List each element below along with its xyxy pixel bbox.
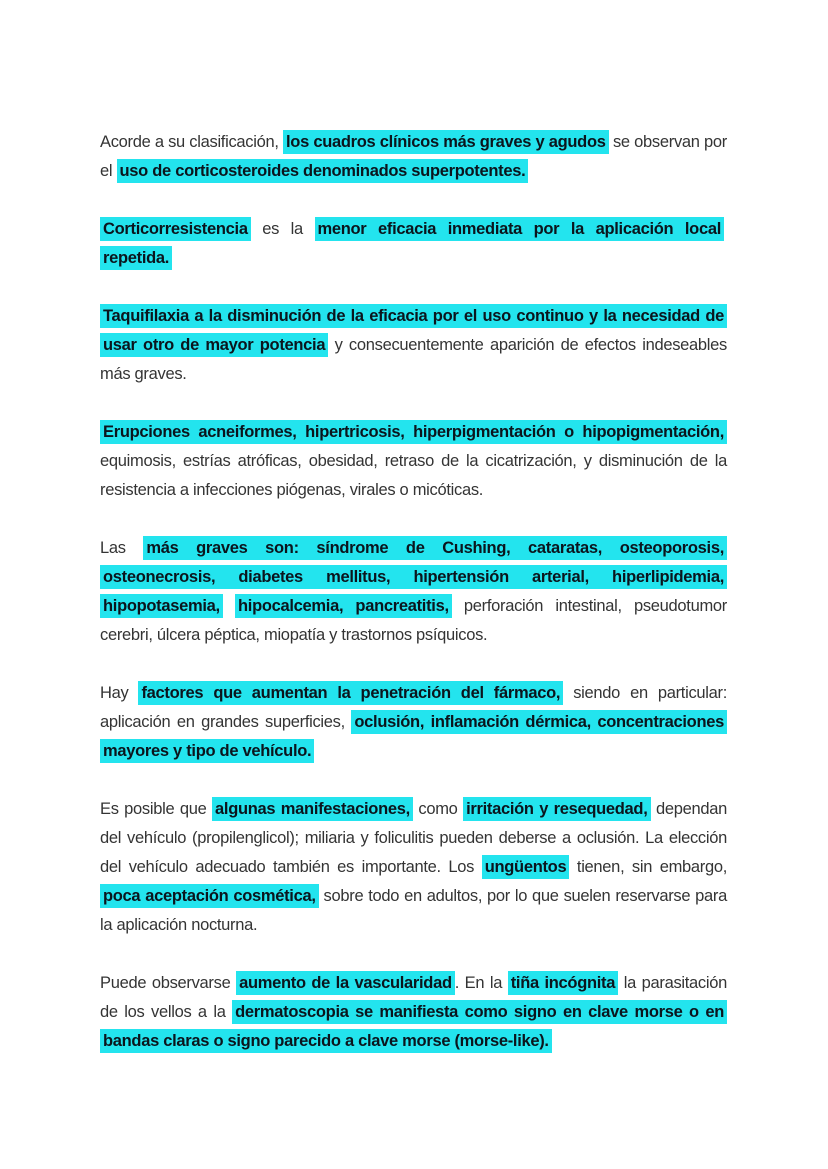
- text-run: la parasitación de los vellos a la: [100, 974, 727, 1021]
- text-run: perforación intestinal, pseudotumor cerebri, úlcera péptica, miopatía y trastornos psíquicos.: [100, 597, 727, 644]
- highlighted-text: Erupciones acneiformes, hipertricosis, hiperpigmentación o hipopigmentación,: [100, 420, 727, 444]
- text-run: . En la: [454, 974, 508, 992]
- paragraph: [100, 215, 727, 273]
- text-run: Las: [100, 539, 144, 557]
- paragraph: [100, 969, 727, 1056]
- paragraph: [100, 128, 727, 186]
- highlighted-text: más graves son: síndrome de Cushing, cataratas, osteoporosis, osteonecrosis, diabetes mellitus, hipertensión arterial, hiperlipidemia, hipopotasemia,: [100, 536, 727, 618]
- paragraph: [100, 679, 727, 766]
- highlighted-text: Corticorresistencia: [100, 217, 251, 241]
- highlighted-text: uso de corticosteroides denominados superpotentes.: [117, 159, 529, 183]
- highlighted-text: poca aceptación cosmética,: [100, 884, 319, 908]
- text-run: equimosis, estrías atróficas, obesidad, retraso de la cicatrización, y disminución de la resistencia a infecciones piógenas, virales o micóticas.: [100, 452, 727, 499]
- paragraph: [100, 795, 727, 940]
- text-run: tienen, sin embargo,: [569, 858, 728, 876]
- highlighted-text: los cuadros clínicos más graves y agudos: [283, 130, 609, 154]
- text-run: dependan del vehículo (propilenglicol); miliaria y foliculitis pueden deberse a oclusión. La elección del vehículo adecuado también es importante. Los: [100, 800, 728, 876]
- paragraph: [100, 534, 727, 650]
- text-run: sobre todo en adultos, por lo que suelen reservarse para la aplicación nocturna.: [100, 887, 727, 934]
- text-run: Hay: [100, 684, 139, 702]
- highlighted-text: Taquifilaxia a la disminución de la eficacia por el uso continuo y la necesidad de usar otro de mayor potencia: [100, 304, 727, 357]
- text-run: es la: [250, 220, 315, 238]
- text-run: Acorde a su clasificación,: [100, 133, 284, 151]
- text-run: [223, 597, 235, 615]
- highlighted-text: oclusión, inflamación dérmica, concentraciones mayores y tipo de vehículo.: [100, 710, 727, 763]
- text-run: como: [412, 800, 464, 818]
- paragraph: [100, 302, 727, 389]
- highlighted-text: algunas manifestaciones,: [212, 797, 413, 821]
- document-body: [100, 128, 727, 1056]
- highlighted-text: factores que aumentan la penetración del fármaco,: [138, 681, 563, 705]
- highlighted-text: ungüentos: [482, 855, 570, 879]
- highlighted-text: menor eficacia inmediata por la aplicación local repetida.: [100, 217, 724, 270]
- highlighted-text: dermatoscopia se manifiesta como signo en clave morse o en bandas claras o signo parecido a clave morse (morse-like).: [100, 1000, 727, 1053]
- text-run: y consecuentemente aparición de efectos indeseables más graves.: [100, 336, 727, 383]
- highlighted-text: tiña incógnita: [508, 971, 618, 995]
- highlighted-text: irritación y resequedad,: [463, 797, 650, 821]
- paragraph: [100, 418, 727, 505]
- highlighted-text: aumento de la vascularidad: [236, 971, 455, 995]
- text-run: se observan por el: [100, 133, 727, 180]
- highlighted-text: hipocalcemia, pancreatitis,: [235, 594, 452, 618]
- text-run: siendo en particular: aplicación en grandes superficies,: [100, 684, 727, 731]
- text-run: Puede observarse: [100, 974, 237, 992]
- text-run: Es posible que: [100, 800, 213, 818]
